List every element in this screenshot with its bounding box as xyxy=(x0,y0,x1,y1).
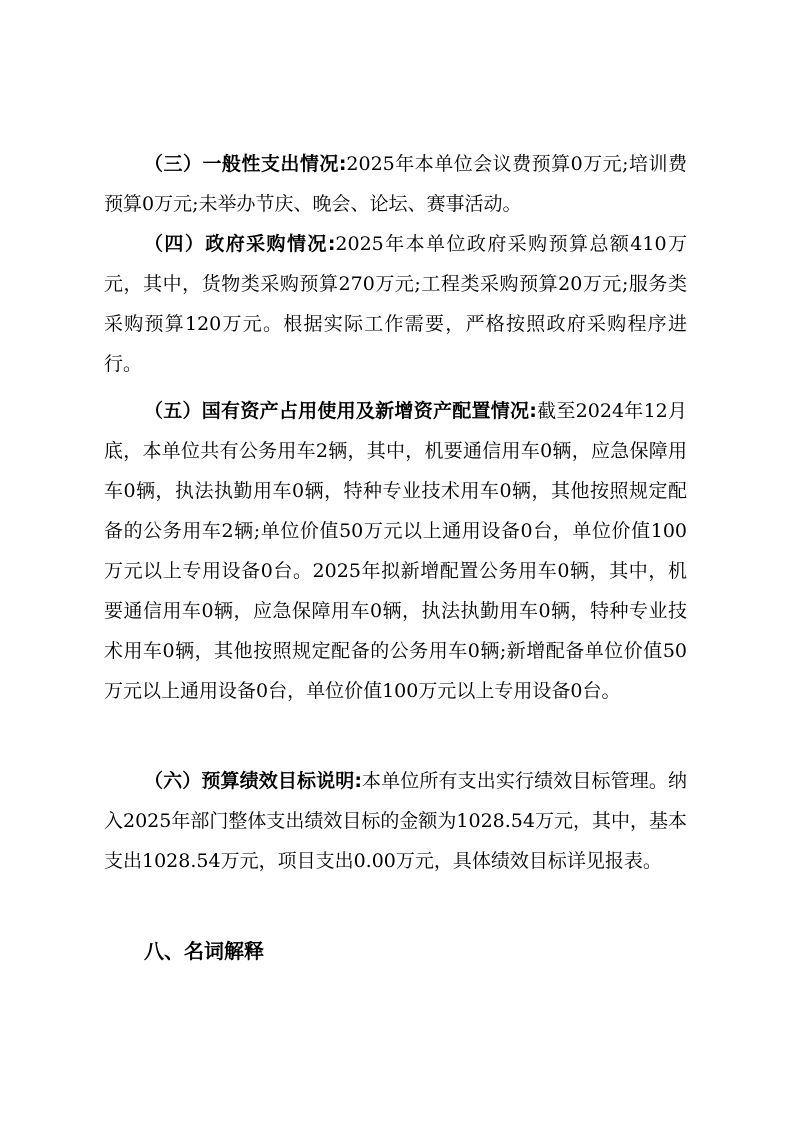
assets-label: （五）国有资产占用使用及新增资产配置情况: xyxy=(144,400,537,422)
procurement-label: （四）政府采购情况: xyxy=(144,233,336,255)
performance-text: 本单位所有支出实行绩效目标管理。纳入2025年部门整体支出绩效目标的金额为1028.54万元，其中，基本支出1028.54万元，项目支出0.00万元，具体绩效目标详见报表。 xyxy=(104,770,687,872)
terms-heading: 八、名词解释 xyxy=(144,939,264,963)
performance-paragraph xyxy=(104,761,687,881)
general-expense-text: 2025年本单位会议费预算0万元;培训费预算0万元;未举办节庆、晚会、论坛、赛事活动。 xyxy=(104,153,687,215)
assets-text: 截至2024年12月底，本单位共有公务用车2辆，其中，机要通信用车0辆，应急保障用车0辆，执法执勤用车0辆，特种专业技术用车0辆，其他按照规定配备的公务用车2辆;单位价值50万元以上通用设备0台，单位价值100万元以上专用设备0台。2025年拟新增配置公务用车0辆，其中，机要通信用车0辆，应急保障用车0辆，执法执勤用车0辆，特种专业技术用车0辆，其他按照规定配备的公务用车0辆;新增配备单位价值50万元以上通用设备0台，单位价值100万元以上专用设备0台。 xyxy=(104,400,688,702)
performance-label: （六）预算绩效目标说明: xyxy=(144,770,362,792)
assets-paragraph xyxy=(104,391,687,711)
general-expense-label: （三）一般性支出情况: xyxy=(144,153,347,175)
procurement-text: 2025年本单位政府采购预算总额410万元，其中，货物类采购预算270万元;工程类采购预算20万元;服务类采购预算120万元。根据实际工作需要，严格按照政府采购程序进行。 xyxy=(104,233,687,375)
general-expense-paragraph xyxy=(104,144,687,224)
procurement-paragraph xyxy=(104,224,687,384)
